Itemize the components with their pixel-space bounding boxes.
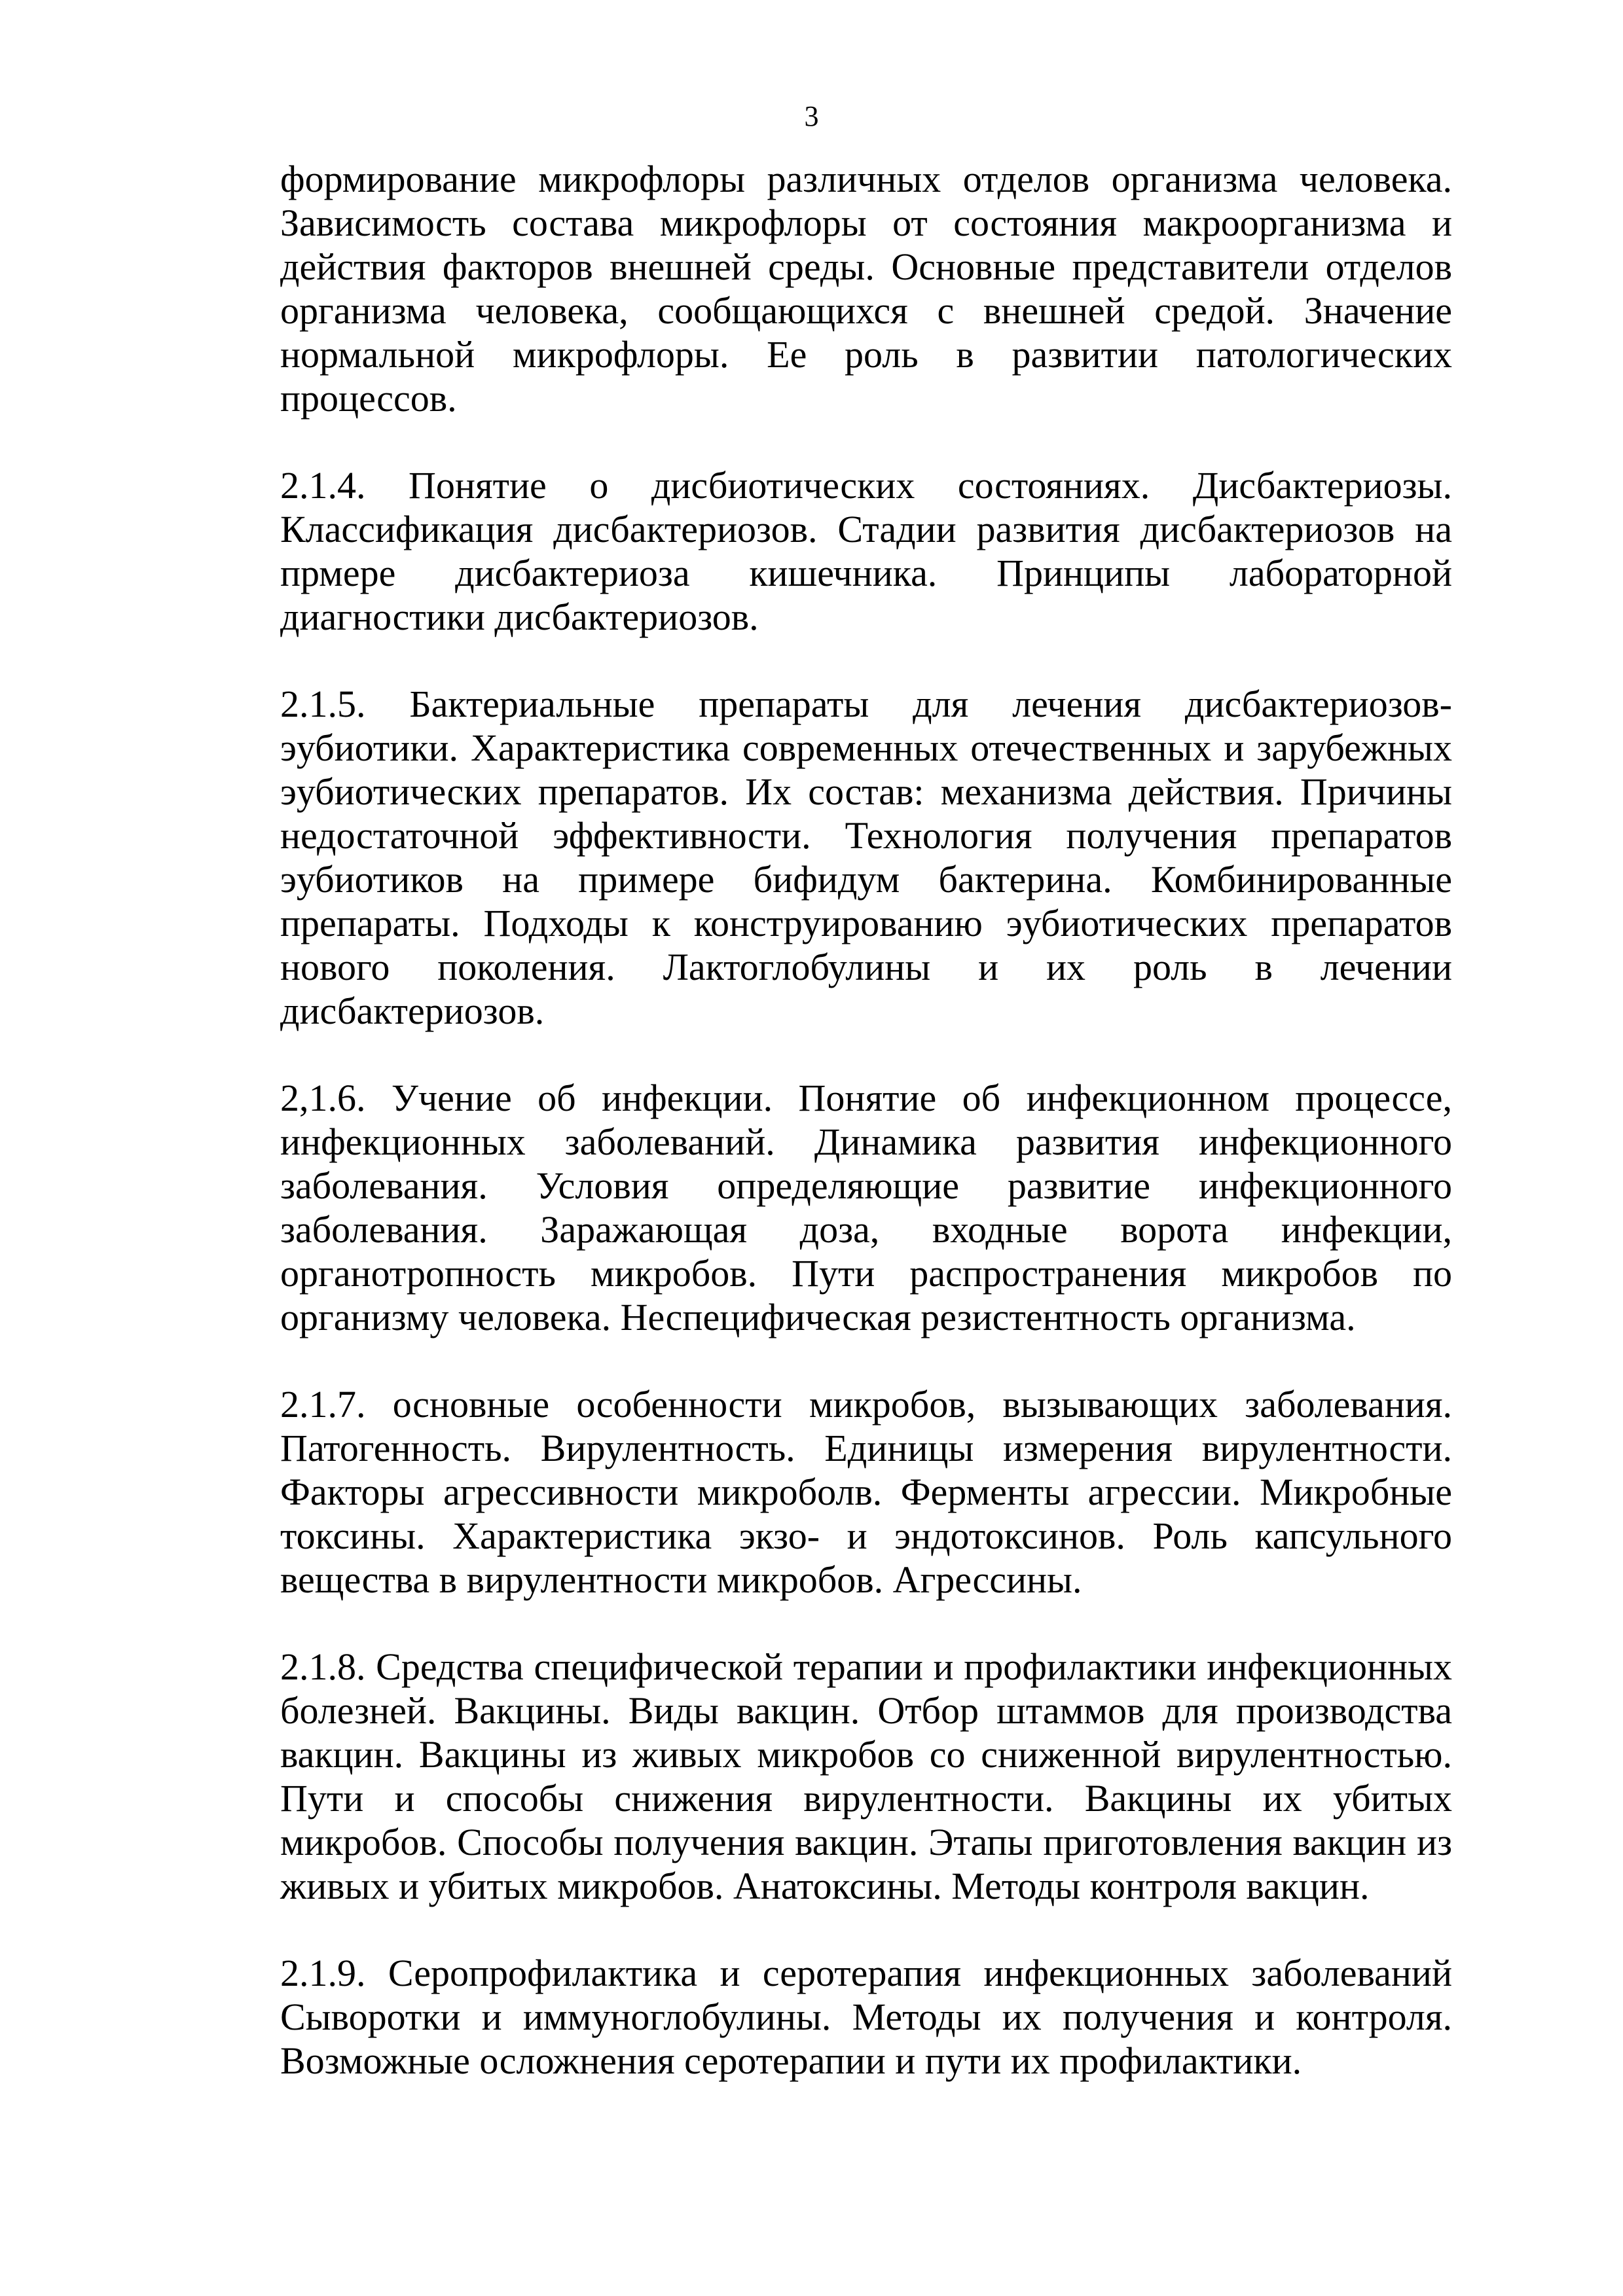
paragraph-microflora-formation: формирование микрофлоры различных отделов организма человека. Зависимость состава микрофлоры от состояния макроорганизма и действия факторов внешней среды. Основные представители отделов организма человека, сообщающихся с внешней средой. Значение нормальной микрофлоры. Ее роль в развитии патологических процессов. xyxy=(280,158,1452,420)
page-body xyxy=(280,157,1452,2126)
paragraph-2-1-9: 2.1.9. Серопрофилактика и серотерапия инфекционных заболеваний Сыворотки и иммуноглобулины. Методы их получения и контроля. Возможные осложнения серотерапии и пути их профилактики. xyxy=(280,1952,1452,2082)
paragraph-2-1-6: 2,1.6. Учение об инфекции. Понятие об инфекционном процессе, инфекционных заболеваний. Динамика развития инфекционного заболевания. Условия определяющие развитие инфекционного заболевания. Заражающая доза, входные ворота инфекции, органотропность микробов. Пути распространения микробов по организму человека. Неспецифическая резистентность организма. xyxy=(280,1077,1452,1338)
paragraph-2-1-5: 2.1.5. Бактериальные препараты для лечения дисбактериозов-эубиотики. Характеристика современных отечественных и зарубежных эубиотических препаратов. Их состав: механизма действия. Причины недостаточной эффективности. Технология получения препаратов эубиотиков на примере бифидум бактерина. Комбинированные препараты. Подходы к конструированию эубиотических препаратов нового поколения. Лактоглобулины и их роль в лечении дисбактериозов. xyxy=(280,683,1452,1032)
paragraph-2-1-7: 2.1.7. основные особенности микробов, вызывающих заболевания. Патогенность. Вирулентность. Единицы измерения вирулентности. Факторы агрессивности микроболв. Ферменты агрессии. Микробные токсины. Характеристика экзо- и эндотоксинов. Роль капсульного вещества в вирулентности микробов. Агрессины. xyxy=(280,1383,1452,1601)
paragraph-2-1-8: 2.1.8. Средства специфической терапии и профилактики инфекционных болезней. Вакцины. Виды вакцин. Отбор штаммов для производства вакцин. Вакцины из живых микробов со сниженной вирулентностью. Пути и способы снижения вирулентности. Вакцины их убитых микробов. Способы получения вакцин. Этапы приготовления вакцин из живых и убитых микробов. Анатоксины. Методы контроля вакцин. xyxy=(280,1645,1452,1907)
page-number: 3 xyxy=(804,100,819,132)
paragraph-2-1-4: 2.1.4. Понятие о дисбиотических состояниях. Дисбактериозы. Классификация дисбактериозов. Стадии развития дисбактериозов на прмере дисбактериоза кишечника. Принципы лабораторной диагностики дисбактериозов. xyxy=(280,464,1452,638)
